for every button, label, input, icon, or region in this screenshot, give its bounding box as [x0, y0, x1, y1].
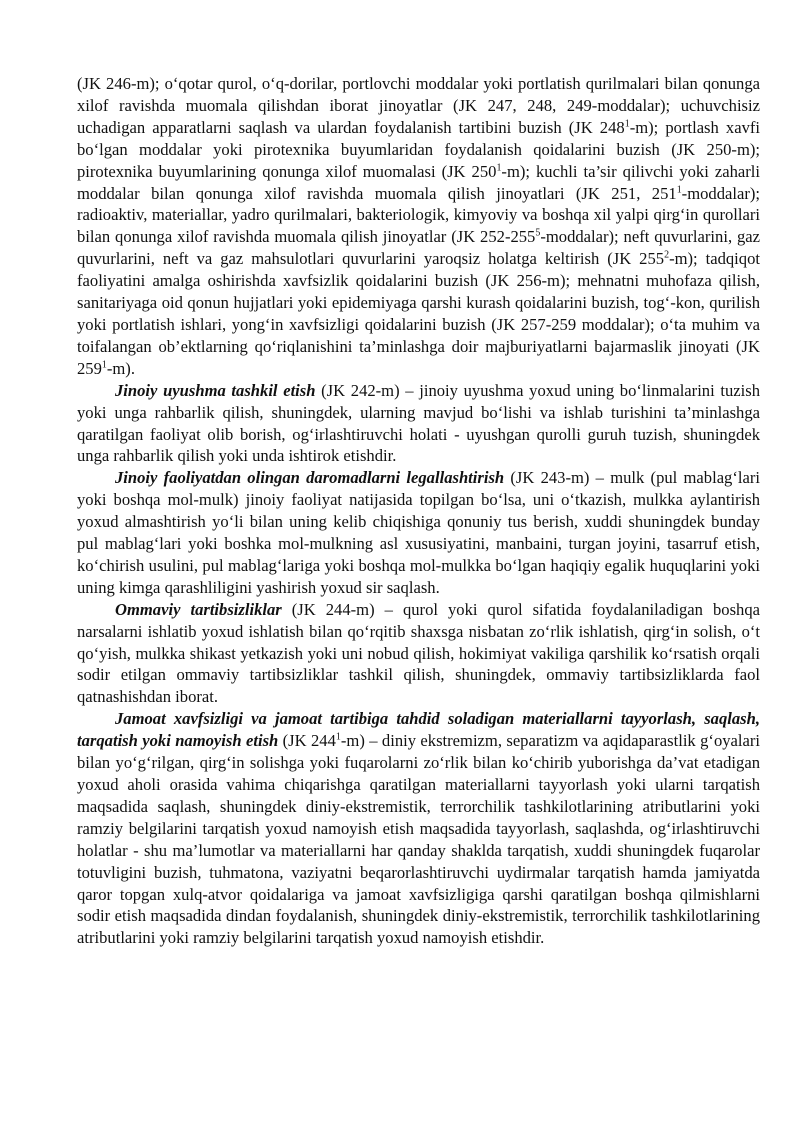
paragraph-mass-riots: Ommaviy tartibsizliklar (JK 244-m) – qurol yoki qurol sifatida foydalaniladigan boshqa narsalarni ishlatib yoxud ishlatish bilan qo‘rqitib shaxsga nisbatan zo‘rlik ishlatish, qirg‘in solish, o‘t qo‘yish, mulkka shikast yetkazish yoki uni nobud qilish, hokimiyat vakiliga qarshilik ko‘rsatish orqali sodir etilgan ommaviy tartibsizliklar tashkil qilish, shuningdek, ommaviy tartibsizliklarda faol qatnashishdan iborat. [77, 599, 760, 707]
paragraph-criminal-association: Jinoiy uyushma tashkil etish (JK 242-m) – jinoiy uyushma yoxud uning bo‘linmalarini tuzish yoki unga rahbarlik qilish, shuningdek, ularning mavjud bo‘lishi va ishlab turishini ta’minlashga qaratilgan faoliyat olib borish, og‘irlashtiruvchi holati - uyushgan qurolli guruh tuzish, shuningdek unga rahbarlik qilish yoki unda ishtirok etishdir. [77, 380, 761, 466]
paragraph-money-laundering: Jinoiy faoliyatdan olingan daromadlarni legallashtirish (JK 243-m) – mulk (pul mablag‘lari yoki boshqa mol-mulk) jinoiy faoliyat natijasida topilgan bo‘lsa, uni o‘tkazish, mulkka aylantirish yoxud almashtirish yo‘li bilan uning kelib chiqishiga qonuniy tus berish, xuddi shuningdek bunday pul mablag‘lari yoki boshka mol-mulkning asl xususiyatini, manbaini, turgan joyini, tasarruf etish, ko‘chirish usulini, pul mablag‘lariga yoki boshqa mol-mulkka bo‘lgan haqiqiy egalik huquqlarini yoki uning kimga qarashliligini yashirish yoxud sir saqlash. [77, 468, 760, 597]
term-heading: Jamoat xavfsizligi va jamoat tartibiga tahdid soladigan materiallarni tayyorlash, saqlash, tarqatish yoki namoyish etish [77, 709, 760, 751]
paragraph-threatening-materials: Jamoat xavfsizligi va jamoat tartibiga tahdid soladigan materiallarni tayyorlash, saqlash, tarqatish yoki namoyish etish (JK $244^1-m$) – diniy ekstremizm, separatizm va aqidaparastlik g‘oyalari bilan yo‘g‘rilgan, qirg‘in solishga yoki fuqarolarni zo‘rlik bilan ko‘chirib yuborishga da’vat etadigan yoxud aholi orasida vahima chiqarishga qaratilgan materiallarni tayyorlash yoki ularni tarqatish maqsadida saqlash, shuningdek diniy-ekstremistik, terrorchilik tashkilotlarining atributlarini yoki ramziy belgilarini tarqatish yoxud namoyish etish maqsadida tayyorlash, saqlashda, og‘irlashtiruvchi holatlar - shu ma’lumotlar va materiallarni har qanday shaklda tarqatish, xuddi shuningdek fuqarolar totuvligini buzish, tuhmatona, vaziyatni beqarorlashtiruvchi uydirmalar tarqatish hamda jamiyatda qaror topgan xulq-atvor qoidalariga va jamoat xavfsizligiga qarshi qaratilgan boshqa qilmishlarni sodir etish maqsadida dindan foydalanish, shuningdek diniy-ekstremistik, terrorchilik tashkilotlarining atributlarini yoki ramziy belgilarini tarqatish yoxud namoyish etishdir. [77, 709, 761, 948]
term-heading: Ommaviy tartibsizliklar [115, 599, 282, 619]
term-heading: Jinoiy faoliyatdan olingan daromadlarni legallashtirish [115, 468, 505, 488]
term-heading: Jinoiy uyushma tashkil etish [115, 380, 316, 400]
paragraph-crimes-list: (JK 246-m); o‘qotar qurol, o‘q-dorilar, portlovchi moddalar yoki portlatish qurilmalari bilan qonunga xilof ravishda muomala qilishdan iborat jinoyatlar (JK 247, 248, 249-moddalar); uchuvchisiz uchadigan apparatlarni saqlash va ulardan foydalanish tartibini buzish (JK $248^1-m$); portlash xavfi bo‘lgan moddalar yoki pirotexnika buyumlaridan foydalanish qoidalarini buzish (JK 250-m); pirotexnika buyumlarining qonunga xilof muomalasi (JK $250^1-m$); kuchli ta’sir qilivchi yoki zaharli moddalar bilan qonunga xilof ravishda muomala qilish jinoyatlari (JK 251, $251^1-moddalar$); radioaktiv, materiallar, yadro qurilmalari, bakteriologik, kimyoviy va boshqa xil yalpi qirg‘in qurollari bilan qonunga xilof ravishda muomala qilish jinoyatlar (JK $252-255^5-moddalar$); neft quvurlarini, gaz quvurlarini, neft va gaz mahsulotlari quvurlarini yaroqsiz holatga keltirish (JK $255^2-m$); tadqiqot faoliyatini amalga oshirishda xavfsizlik qoidalarini buzish (JK 256-m); mehnatni muhofaza qilish, sanitariyaga oid qonun hujjatlari yoki epidemiyaga qarshi kurash qoidalarini buzish, tog‘-kon, qurilish yoki portlatish ishlari, yong‘in xavfsizligi qoidalarini buzish (JK 257-259 moddalar); o‘ta muhim va toifalangan ob’ektlarning qo‘riqlanishini ta’minlashga doir majburiyatlarni bajarmaslik jinoyati (JK $259^1-m$). [77, 74, 761, 378]
